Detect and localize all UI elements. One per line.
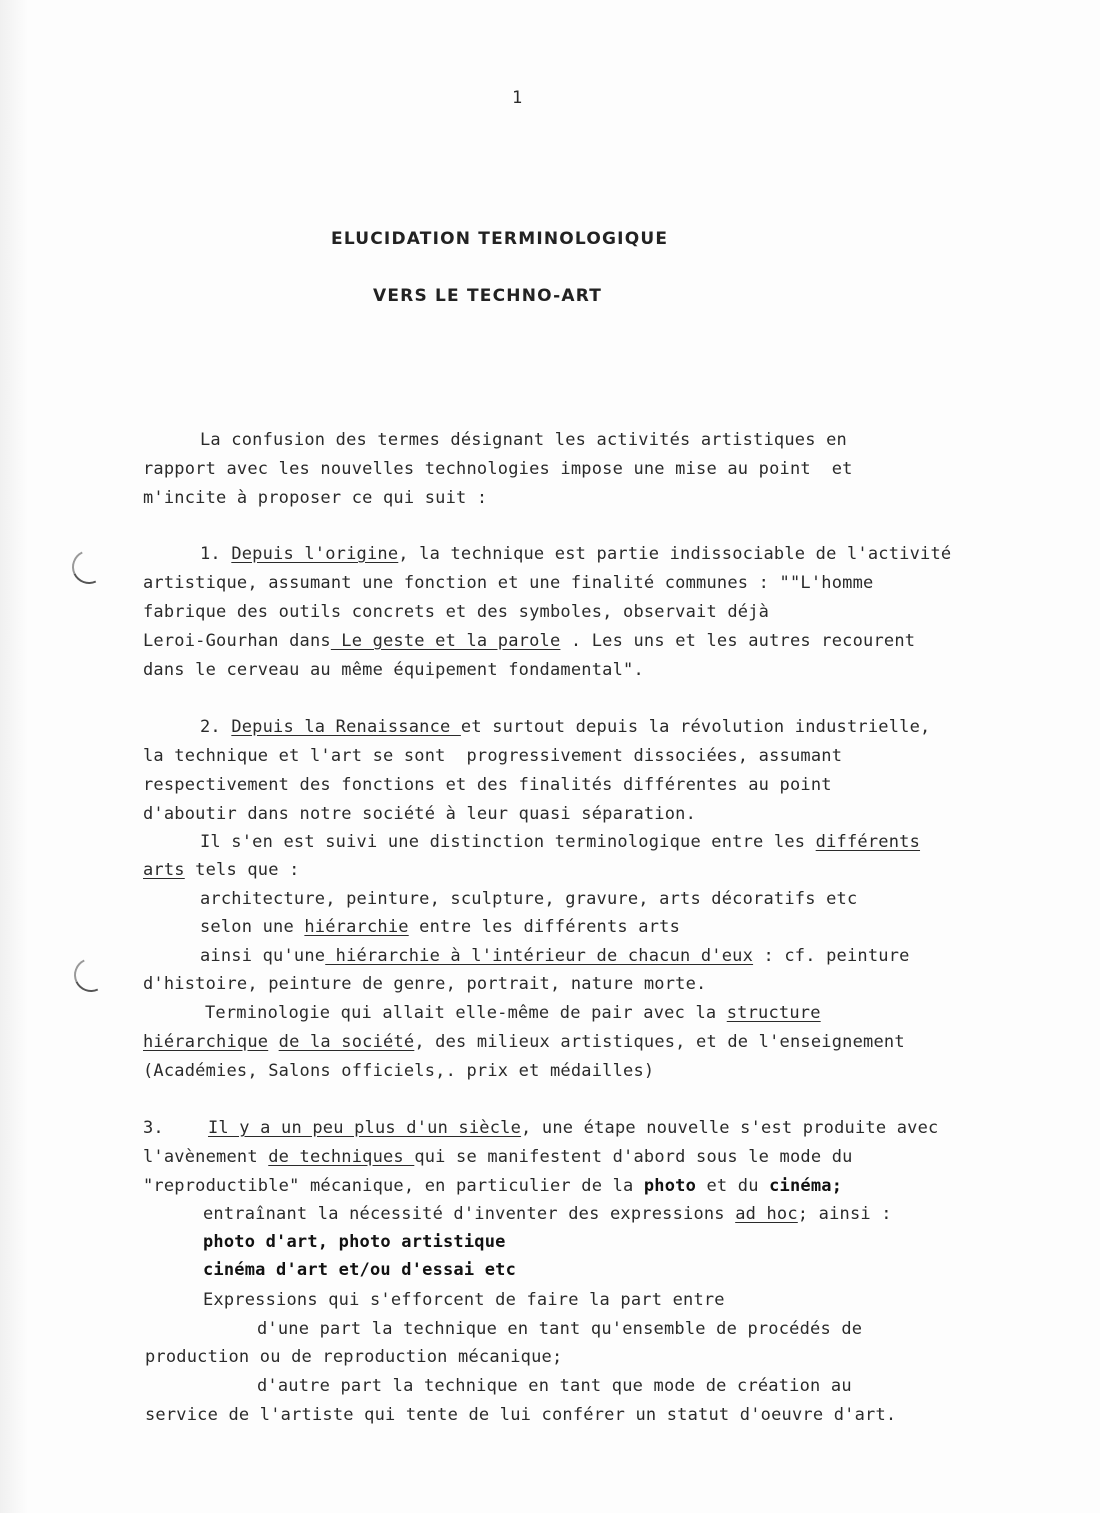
- section-3-line: Il y a un peu plus d'un siècle, une étape nouvelle s'est produite avec: [208, 1118, 939, 1138]
- underlined-phrase: ad hoc: [735, 1204, 798, 1224]
- section-1-line: fabrique des outils concrets et des symboles, observait déjà: [143, 602, 770, 622]
- section-2-line: 2. Depuis la Renaissance et surtout depuis la révolution industrielle,: [200, 717, 931, 737]
- section-1-line: Leroi-Gourhan dans Le geste et la parole . Les uns et les autres recourent: [143, 631, 916, 651]
- book-title: Le geste et la parole: [330, 631, 561, 651]
- section-2-line: la technique et l'art se sont progressivement dissociées, assumant: [143, 746, 843, 766]
- intro-line: rapport avec les nouvelles technologies impose une mise au point et: [143, 459, 853, 479]
- underlined-phrase: arts: [143, 860, 185, 880]
- section-2-line: respectivement des fonctions et des finalités différentes au point: [143, 775, 832, 795]
- underlined-phrase: de la société: [278, 1032, 415, 1052]
- section-2-line: selon une hiérarchie entre les différents arts: [200, 917, 681, 937]
- underlined-phrase: hiérarchie à l'intérieur de chacun d'eux: [325, 946, 754, 966]
- section-2-line: hiérarchique de la société, des milieux artistiques, et de l'enseignement: [143, 1032, 905, 1052]
- section-3-line: entraînant la nécessité d'inventer des expressions ad hoc; ainsi :: [203, 1204, 892, 1224]
- punch-hole-mark: [67, 545, 111, 589]
- section-3-line: d'autre part la technique en tant que mode de création au: [257, 1376, 852, 1396]
- section-2-line: architecture, peinture, sculpture, gravure, arts décoratifs etc: [200, 889, 858, 909]
- intro-line: m'incite à proposer ce qui suit :: [143, 488, 488, 508]
- section-3-line: "reproductible" mécanique, en particulier de la photo et du cinéma;: [143, 1176, 843, 1196]
- bold-expression: photo d'art, photo artistique: [203, 1232, 506, 1252]
- section-2-line: Il s'en est suivi une distinction terminologique entre les différents: [200, 832, 921, 852]
- underlined-phrase: structure: [726, 1003, 821, 1023]
- intro-line: La confusion des termes désignant les activités artistiques en: [200, 430, 847, 450]
- document-subtitle: VERS LE TECHNO-ART: [373, 286, 603, 306]
- section-3-line: production ou de reproduction mécanique;: [145, 1347, 563, 1367]
- section-3-line: Expressions qui s'efforcent de faire la part entre: [203, 1290, 725, 1310]
- bold-expression: cinéma d'art et/ou d'essai etc: [203, 1260, 517, 1280]
- underlined-phrase: Depuis la Renaissance: [231, 717, 461, 737]
- underlined-phrase: Depuis l'origine: [231, 544, 399, 564]
- section-2-line: (Académies, Salons officiels,. prix et médailles): [143, 1061, 655, 1081]
- page-number: 1: [512, 88, 523, 108]
- underlined-phrase: différents: [815, 832, 921, 852]
- section-1-line: dans le cerveau au même équipement fondamental".: [143, 660, 644, 680]
- section-2-line: arts tels que :: [143, 860, 300, 880]
- section-1-line: artistique, assumant une fonction et une finalité communes : ""L'homme: [143, 573, 874, 593]
- section-3-line: l'avènement de techniques qui se manifestent d'abord sous le mode du: [143, 1147, 853, 1167]
- section-2-line: Terminologie qui allait elle-même de pair avec la structure: [205, 1003, 821, 1023]
- punch-hole-mark: [69, 953, 113, 997]
- section-3-line: d'une part la technique en tant qu'ensemble de procédés de: [257, 1319, 863, 1339]
- underlined-phrase: Il y a un peu plus d'un siècle: [208, 1118, 522, 1138]
- section-3-line: service de l'artiste qui tente de lui conférer un statut d'oeuvre d'art.: [145, 1405, 897, 1425]
- bold-term: photo: [643, 1176, 697, 1196]
- section-2-line: d'aboutir dans notre société à leur quasi séparation.: [143, 804, 697, 824]
- bold-term: cinéma;: [769, 1176, 843, 1196]
- section-2-line: ainsi qu'une hiérarchie à l'intérieur de chacun d'eux : cf. peinture: [200, 946, 910, 966]
- document-title: ELUCIDATION TERMINOLOGIQUE: [331, 229, 669, 249]
- underlined-phrase: de techniques: [268, 1147, 415, 1167]
- underlined-phrase: hiérarchique: [143, 1032, 269, 1052]
- underlined-phrase: hiérarchie: [304, 917, 409, 937]
- scan-edge-shadow: [0, 0, 28, 1513]
- section-3-number: 3.: [143, 1118, 164, 1138]
- section-2-line: d'histoire, peinture de genre, portrait, nature morte.: [143, 974, 707, 994]
- section-1-line: 1. Depuis l'origine, la technique est partie indissociable de l'activité: [200, 544, 952, 564]
